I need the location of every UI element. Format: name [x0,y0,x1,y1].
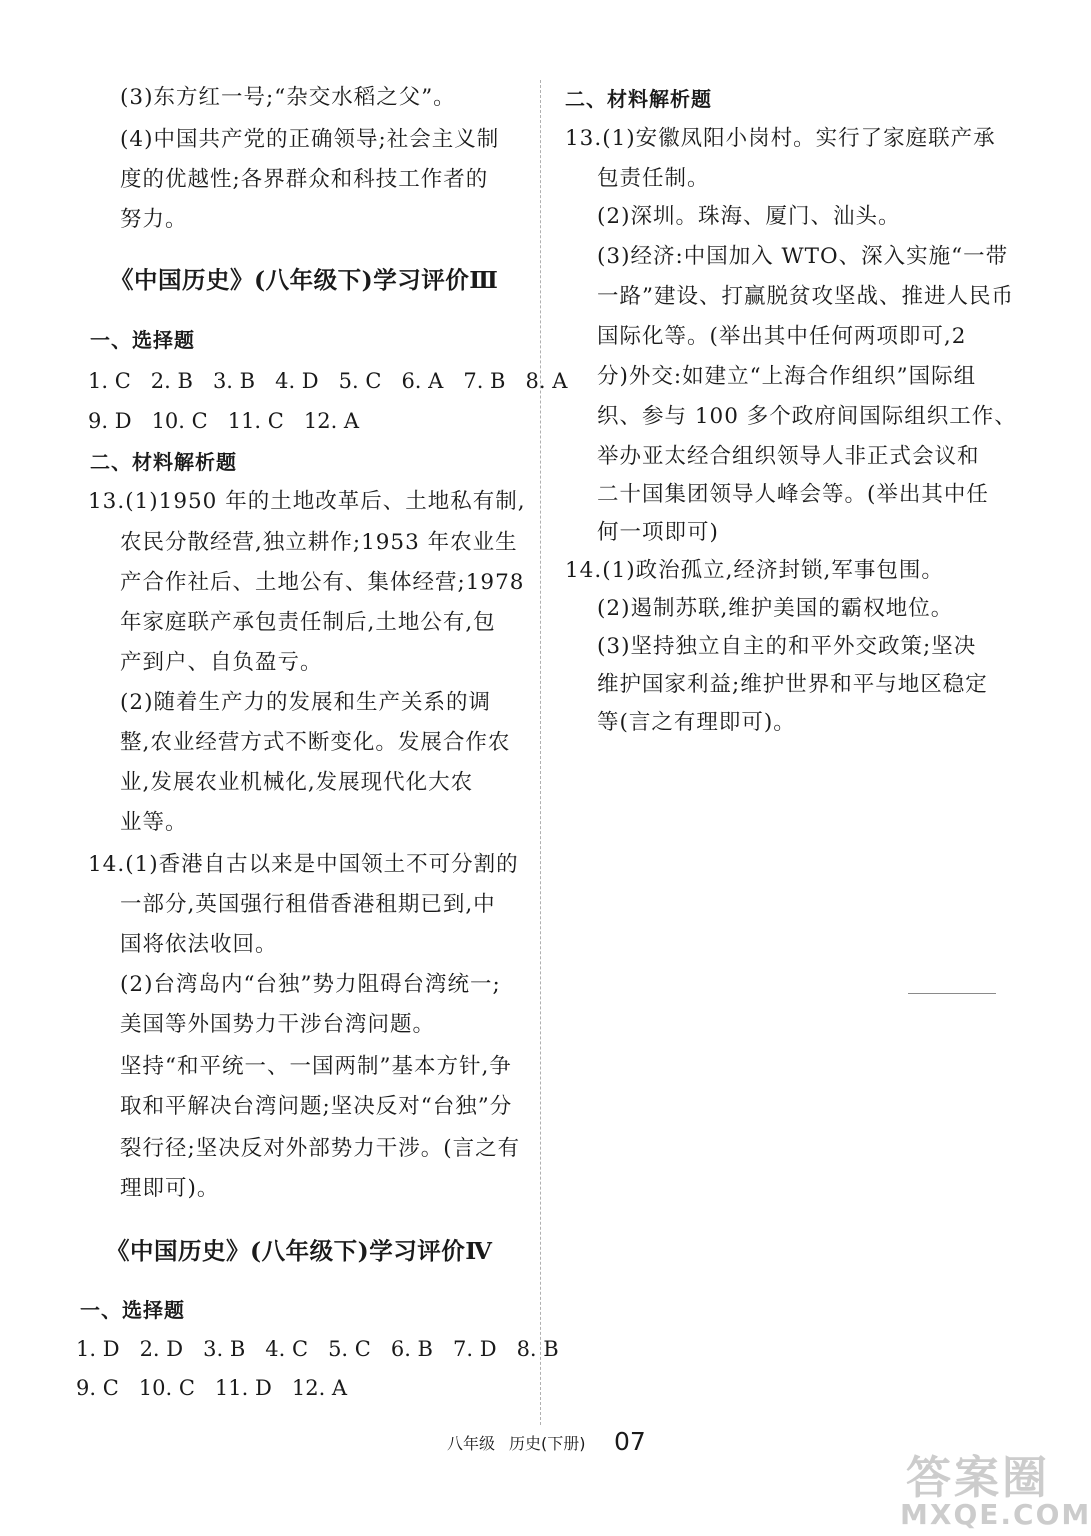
text-line: 二十国集团领导人峰会等。(举出其中任 [597,482,989,507]
answer-item: 10. C [151,409,208,433]
text-line: 维护国家利益;维护世界和平与地区稳定 [597,672,988,697]
watermark-text: 答案圈 [906,1451,1051,1504]
answer-item: 5. C [338,369,382,393]
text-line: 13.(1)1950 年的土地改革后、土地私有制, [88,489,526,514]
text-line: 等(言之有理即可)。 [597,710,796,735]
answer-item: 8. B [516,1337,559,1361]
text-line: 何一项即可) [597,520,719,545]
watermark-logo [880,1440,1091,1531]
text-line: 坚持“和平统一、一国两制”基本方针,争 [120,1054,512,1079]
page-footer [447,1432,600,1456]
section-title-evaluation-3: 《中国历史》(八年级下)学习评价Ⅲ [110,266,499,294]
text-line: 年家庭联产承包责任制后,土地公有,包 [120,610,496,635]
choice-heading: 一、选择题 [80,1298,185,1322]
answer-item: 6. B [390,1337,433,1361]
answer-item: 4. D [275,369,319,393]
answer-item: 1. C [88,369,131,393]
short-rule [908,993,996,994]
answers-row-2 [76,1373,367,1403]
text-line: (3)经济:中国加入 WTO、深入实施“一带 [597,244,1009,269]
text-line: 整,农业经营方式不断变化。发展合作农 [120,730,511,755]
text-line: (2)随着生产力的发展和生产关系的调 [120,690,491,715]
answer-item: 7. B [463,369,506,393]
material-heading: 二、材料解析题 [565,87,712,111]
answer-item: 2. D [139,1337,184,1361]
text-line: (2)深圳。珠海、厦门、汕头。 [597,204,901,229]
choice-heading: 一、选择题 [90,328,195,352]
text-line: 国际化等。(举出其中任何两项即可,2 [597,324,967,349]
text-line: 产到户、自负盈亏。 [120,650,323,675]
text-line: (3)东方红一号;“杂交水稻之父”。 [120,85,456,110]
answer-item: 11. D [214,1376,272,1400]
text-line: 一路”建设、打赢脱贫攻坚战、推进人民币 [597,284,1014,309]
answers-row-1 [76,1334,579,1364]
text-line: 产合作社后、土地公有、集体经营;1978 [120,570,525,595]
answer-item: 4. C [265,1337,309,1361]
footer-subject: 历史(下册) [509,1434,586,1453]
footer-grade: 八年级 [447,1434,496,1453]
answer-item: 9. D [88,409,132,433]
text-line: 业等。 [120,810,188,835]
text-line: 13.(1)安徽凤阳小岗村。实行了家庭联产承 [565,126,996,151]
text-line: 织、参与 100 多个政府间国际组织工作、 [597,404,1017,429]
answer-item: 12. A [291,1376,348,1400]
text-line: 国将依法收回。 [120,932,278,957]
answer-item: 6. A [401,369,444,393]
answer-item: 3. B [203,1337,246,1361]
text-line: (2)遏制苏联,维护美国的霸权地位。 [597,596,954,621]
answer-item: 7. D [453,1337,497,1361]
answers-row-2 [88,406,379,436]
answer-item: 8. A [525,369,568,393]
section-title-evaluation-4: 《中国历史》(八年级下)学习评价Ⅳ [106,1237,493,1265]
text-line: 分)外交:如建立“上海合作组织”国际组 [597,364,977,389]
answers-row-1 [88,366,587,396]
column-divider [540,80,541,1425]
answer-item: 5. C [328,1337,371,1361]
text-line: 14.(1)香港自古以来是中国领土不可分割的 [88,852,519,877]
text-line: (2)台湾岛内“台独”势力阻碍台湾统一; [120,972,501,997]
text-line: 美国等外国势力干涉台湾问题。 [120,1012,436,1037]
text-line: 举办亚太经合组织领导人非正式会议和 [597,444,980,469]
material-heading: 二、材料解析题 [90,450,237,474]
answer-item: 2. B [150,369,193,393]
text-line: 业,发展农业机械化,发展现代化大农 [120,770,474,795]
text-line: (3)坚持独立自主的和平外交政策;坚决 [597,634,977,659]
text-line: 努力。 [120,207,188,232]
text-line: 农民分散经营,独立耕作;1953 年农业生 [120,530,518,555]
answer-item: 11. C [227,409,284,433]
answer-item: 12. A [303,409,360,433]
text-line: 裂行径;坚决反对外部势力干涉。(言之有 [120,1136,521,1161]
page-number: 07 [614,1427,646,1456]
answer-item: 9. C [76,1376,119,1400]
text-line: 包责任制。 [597,166,710,191]
text-line: 一部分,英国强行租借香港租期已到,中 [120,892,496,917]
answer-item: 1. D [76,1337,120,1361]
watermark-url: MXQE.COM [900,1498,1091,1531]
text-line: 14.(1)政治孤立,经济封锁,军事包围。 [565,558,944,583]
text-line: (4)中国共产党的正确领导;社会主义制 [120,127,500,152]
text-line: 理即可)。 [120,1176,220,1201]
text-line: 度的优越性;各界群众和科技工作者的 [120,167,489,192]
answer-item: 3. B [212,369,256,393]
answer-item: 10. C [138,1376,195,1400]
text-line: 取和平解决台湾问题;坚决反对“台独”分 [120,1094,513,1119]
